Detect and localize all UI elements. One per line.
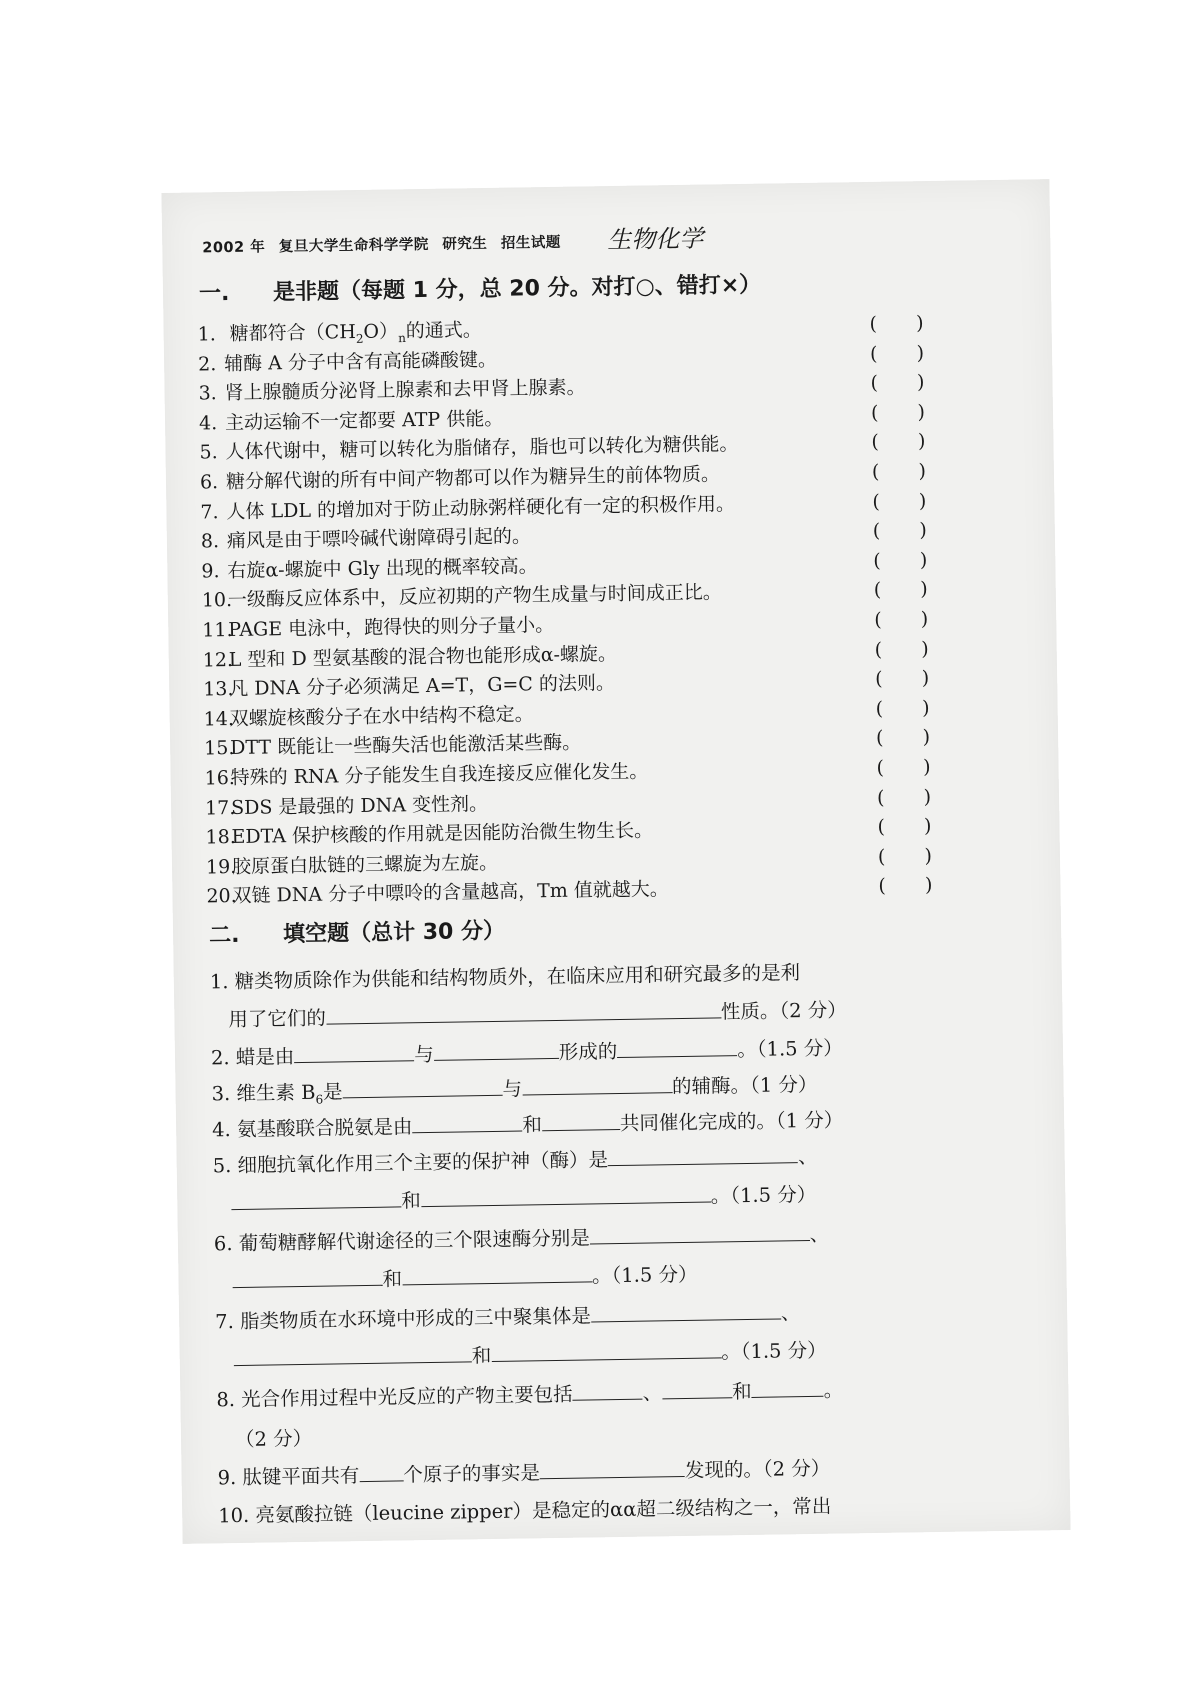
paren-open: (	[876, 786, 885, 809]
tf-num: 10.	[201, 589, 233, 612]
answer-parens[interactable]	[875, 694, 929, 724]
paren-close: )	[918, 460, 927, 483]
paren-close: )	[917, 400, 926, 423]
subscript: n	[398, 331, 406, 346]
fill-text: 9. 肽键平面共有	[217, 1464, 360, 1490]
paren-close: )	[922, 726, 931, 749]
fill-text: 的辅酶。（1 分）	[671, 1072, 818, 1099]
tf-text: 人体代谢中，糖可以转化为脂储存，脂也可以转化为糖供能。	[225, 433, 739, 464]
fill-text: 、	[780, 1301, 801, 1325]
tf-num: 8.	[200, 530, 220, 553]
tf-text: 右旋α-螺旋中 Gly 出现的概率较高。	[227, 554, 538, 582]
paren-close: )	[919, 548, 928, 571]
tf-num: 7.	[200, 500, 219, 524]
answer-blank[interactable]	[232, 1267, 382, 1288]
fill-q1-line1: 1. 糖类物质除作为供能和结构物质外，在临床应用和研究最多的是利	[209, 961, 801, 994]
answer-parens[interactable]	[878, 842, 932, 872]
fill-q7-line2	[234, 1335, 827, 1372]
paren-open: (	[870, 372, 879, 395]
paren-open: (	[877, 845, 886, 868]
true-false-list	[197, 309, 933, 912]
tf-num: 15.	[204, 737, 235, 760]
answer-parens[interactable]	[874, 635, 928, 665]
paren-close: )	[916, 371, 925, 394]
answer-blank[interactable]	[751, 1378, 823, 1398]
answer-blank[interactable]	[434, 1040, 559, 1061]
answer-blank[interactable]	[326, 999, 721, 1024]
answer-blank[interactable]	[617, 1037, 737, 1058]
fill-q8-points: （2 分）	[234, 1426, 313, 1452]
paren-open: (	[871, 460, 880, 483]
section2-heading: 填空题（总计 30 分）	[282, 918, 506, 948]
fill-text: 与	[502, 1077, 523, 1101]
answer-blank[interactable]	[572, 1381, 642, 1401]
fill-q9	[217, 1453, 830, 1491]
answer-blank[interactable]	[402, 1263, 592, 1285]
answer-blank[interactable]	[231, 1188, 401, 1210]
answer-parens[interactable]	[873, 546, 927, 576]
paren-close: )	[924, 874, 933, 897]
tf-num: 2.	[197, 352, 217, 376]
answer-blank[interactable]	[491, 1339, 721, 1362]
tf-num: 18.	[205, 826, 236, 849]
fill-text: 、	[809, 1222, 830, 1247]
tf-text: 痛风是由于嘌呤碱代谢障碍引起的。	[226, 525, 532, 553]
fill-text: 个原子的事实是	[403, 1461, 541, 1487]
tf-num: 20.	[206, 885, 237, 908]
exam-page	[161, 179, 1070, 1544]
tf-text: 肾上腺髓质分泌肾上腺素和去甲肾上腺素。	[224, 376, 586, 405]
fill-q1-line2	[228, 994, 847, 1032]
fill-text: 形成的	[558, 1040, 618, 1064]
answer-blank[interactable]	[421, 1184, 711, 1208]
answer-blank[interactable]	[359, 1462, 403, 1482]
section1-number: 一.	[198, 281, 230, 307]
paren-close: )	[920, 608, 929, 631]
fill-q8	[216, 1374, 843, 1412]
paren-open: (	[869, 342, 878, 365]
answer-blank[interactable]	[662, 1379, 732, 1399]
fill-text: 。（1.5 分）	[721, 1338, 827, 1364]
fill-q7-line1	[215, 1297, 801, 1334]
paren-open: (	[876, 756, 885, 779]
tf-num: 4.	[198, 411, 218, 435]
tf-num: 17.	[204, 796, 236, 819]
tf-num: 3.	[198, 382, 217, 405]
fill-text: 。（1.5 分）	[737, 1036, 843, 1062]
tf-text: 辅酶 A 分子中含有高能磷酸键。	[223, 348, 498, 375]
fill-text: 与	[414, 1042, 435, 1067]
tf-text: 双螺旋核酸分子在水中结构不稳定。	[229, 702, 534, 730]
answer-parens[interactable]	[869, 309, 923, 339]
section2-title	[209, 914, 505, 950]
answer-parens[interactable]	[871, 427, 925, 457]
fill-in-list	[209, 941, 918, 1532]
answer-parens[interactable]	[878, 871, 932, 901]
fill-q10: 10. 亮氨酸拉链（leucine zipper）是稳定的αα超二级结构之一，常出	[218, 1494, 832, 1528]
fill-q5-line1	[212, 1141, 817, 1178]
fill-q6-line1	[214, 1219, 830, 1257]
header-year: 2002 年	[202, 239, 266, 257]
section1-heading: 是非题（每题 1 分，总 20 分。对打○、错打×）	[272, 272, 762, 306]
answer-parens[interactable]	[877, 783, 931, 813]
answer-parens[interactable]	[871, 398, 925, 428]
paren-close: )	[923, 815, 932, 838]
header-exam: 招生试题	[500, 234, 561, 252]
paren-close: )	[922, 755, 931, 779]
paren-open: (	[869, 312, 878, 335]
paren-close: )	[920, 578, 928, 601]
subscript: 2	[355, 331, 364, 346]
fill-q6-line2	[232, 1259, 697, 1294]
exam-header	[202, 231, 569, 258]
paren-open: (	[871, 431, 880, 454]
answer-blank[interactable]	[591, 1300, 781, 1322]
answer-parens[interactable]	[870, 368, 924, 398]
fill-text: 、	[797, 1144, 818, 1169]
answer-parens[interactable]	[877, 812, 931, 842]
fill-text: 性质。（2 分）	[720, 998, 847, 1024]
paren-close: )	[918, 489, 927, 512]
paren-open: (	[874, 638, 883, 661]
answer-parens[interactable]	[876, 753, 930, 783]
fill-text: 和	[401, 1189, 421, 1213]
answer-blank[interactable]	[234, 1343, 472, 1366]
fill-text: 。（1.5 分）	[591, 1262, 698, 1288]
paren-open: (	[875, 697, 884, 720]
fill-text: 2. 蜡是由	[210, 1045, 295, 1070]
answer-blank[interactable]	[540, 1458, 685, 1479]
fill-text: 4. 氨基酸联合脱氨是由	[211, 1115, 413, 1142]
tf-num: 19.	[205, 855, 237, 879]
answer-blank[interactable]	[542, 1111, 620, 1131]
section2-number: 二.	[208, 922, 240, 949]
fill-text: 和	[471, 1344, 492, 1368]
tf-text: 凡 DNA 分子必须满足 A=T，G=C 的法则。	[229, 672, 616, 701]
tf-text: 胶原蛋白肽链的三螺旋为左旋。	[231, 851, 499, 878]
tf-text: 双链 DNA 分子中嘌呤的含量越高，Tm 值就越大。	[232, 878, 670, 908]
tf-text: PAGE 电泳中，跑得快的则分子量小。	[228, 613, 555, 641]
tf-num: 14.	[203, 707, 235, 731]
fill-q3	[211, 1069, 817, 1108]
fill-text: 6. 葡萄糖酵解代谢途径的三个限速酶分别是	[213, 1226, 590, 1256]
tf-num: 12.	[202, 648, 234, 671]
paren-close: )	[917, 430, 926, 453]
tf-num: 1.	[197, 323, 216, 346]
tf-num: 6.	[199, 471, 219, 494]
header-level: 研究生	[442, 235, 488, 253]
tf-text: EDTA 保护核酸的作用就是因能防治微生物生长。	[231, 819, 654, 849]
fill-text: 共同催化完成的。（1 分）	[619, 1108, 844, 1135]
paren-open: (	[877, 815, 886, 838]
tf-num: 13.	[203, 678, 234, 701]
fill-q4	[212, 1104, 844, 1142]
paren-close: )	[921, 637, 929, 660]
paren-open: (	[872, 490, 880, 513]
answer-parens[interactable]	[870, 339, 924, 369]
tf-text: 特殊的 RNA 分子能发生自我连接反应催化发生。	[230, 760, 649, 789]
tf-num: 16.	[204, 766, 236, 790]
fill-text: 用了它们的	[228, 1006, 327, 1032]
tf-num: 11.	[202, 618, 233, 642]
fill-text: 3. 维生素 B	[211, 1080, 316, 1106]
tf-text: 的通式。	[405, 319, 482, 343]
tf-text: DTT 既能让一些酶失活也能激活某些酶。	[230, 731, 582, 760]
fill-text: 和	[522, 1113, 543, 1137]
answer-blank[interactable]	[590, 1222, 810, 1244]
tf-num: 9.	[201, 559, 220, 583]
header-school: 复旦大学生命科学学院	[278, 236, 429, 256]
handwritten-subject: 生物化学	[607, 224, 704, 255]
paren-open: (	[874, 667, 883, 691]
section1-title	[199, 268, 762, 308]
tf-text: 人体 LDL 的增加对于防止动脉粥样硬化有一定的积极作用。	[226, 492, 736, 523]
answer-blank[interactable]	[294, 1042, 414, 1063]
paren-close: )	[923, 785, 932, 808]
tf-text: 一级酶反应体系中，反应初期的产物生成量与时间成正比。	[227, 581, 722, 612]
answer-blank[interactable]	[412, 1113, 522, 1134]
fill-text: 5. 细胞抗氧化作用三个主要的保护神（酶）是	[212, 1148, 609, 1178]
paren-close: )	[916, 341, 925, 364]
fill-text: 8. 光合作用过程中光反应的产物主要包括	[216, 1382, 573, 1412]
paren-open: (	[873, 579, 882, 602]
tf-text: 糖分解代谢的所有中间产物都可以作为糖异生的前体物质。	[225, 463, 721, 494]
fill-text: 、	[642, 1381, 663, 1405]
paren-open: (	[878, 875, 887, 898]
fill-q2	[211, 1032, 843, 1070]
tf-num: 5.	[199, 441, 218, 464]
paren-open: (	[872, 519, 881, 543]
fill-text: 是	[322, 1080, 343, 1104]
paren-open: (	[870, 401, 879, 424]
paren-close: )	[924, 844, 933, 867]
paren-close: )	[922, 696, 930, 719]
paren-close: )	[915, 312, 924, 335]
tf-text: SDS 是最强的 DNA 变性剂。	[230, 792, 489, 819]
fill-text: 发现的。（2 分）	[684, 1456, 831, 1482]
fill-text: 。	[823, 1378, 844, 1402]
answer-blank[interactable]	[608, 1144, 798, 1166]
tf-text: O）	[363, 320, 399, 343]
fill-q5-line2	[231, 1179, 816, 1216]
paren-close: )	[921, 667, 930, 690]
fill-text: 7. 脂类物质在水环境中形成的三中聚集体是	[215, 1304, 592, 1334]
answer-parens[interactable]	[875, 664, 929, 694]
fill-text: 和	[382, 1267, 403, 1291]
tf-text: 糖都符合（CH	[229, 321, 356, 346]
tf-text: L 型和 D 型氨基酸的混合物也能形成α-螺旋。	[228, 642, 618, 671]
answer-parens[interactable]	[872, 457, 926, 487]
answer-parens[interactable]	[876, 723, 930, 753]
answer-blank[interactable]	[342, 1077, 502, 1099]
answer-parens[interactable]	[874, 575, 928, 605]
tf-text: 主动运输不一定都要 ATP 供能。	[224, 407, 504, 434]
paren-open: (	[874, 608, 882, 631]
answer-parens[interactable]	[874, 605, 928, 635]
paren-open: (	[873, 549, 881, 572]
fill-text: 。（1.5 分）	[710, 1182, 817, 1208]
answer-parens[interactable]	[872, 487, 926, 517]
answer-blank[interactable]	[522, 1074, 672, 1095]
paren-close: )	[919, 519, 928, 542]
subscript: 6	[315, 1092, 324, 1107]
fill-text: 和	[731, 1379, 752, 1404]
paren-open: (	[875, 727, 884, 750]
answer-parens[interactable]	[873, 516, 927, 546]
